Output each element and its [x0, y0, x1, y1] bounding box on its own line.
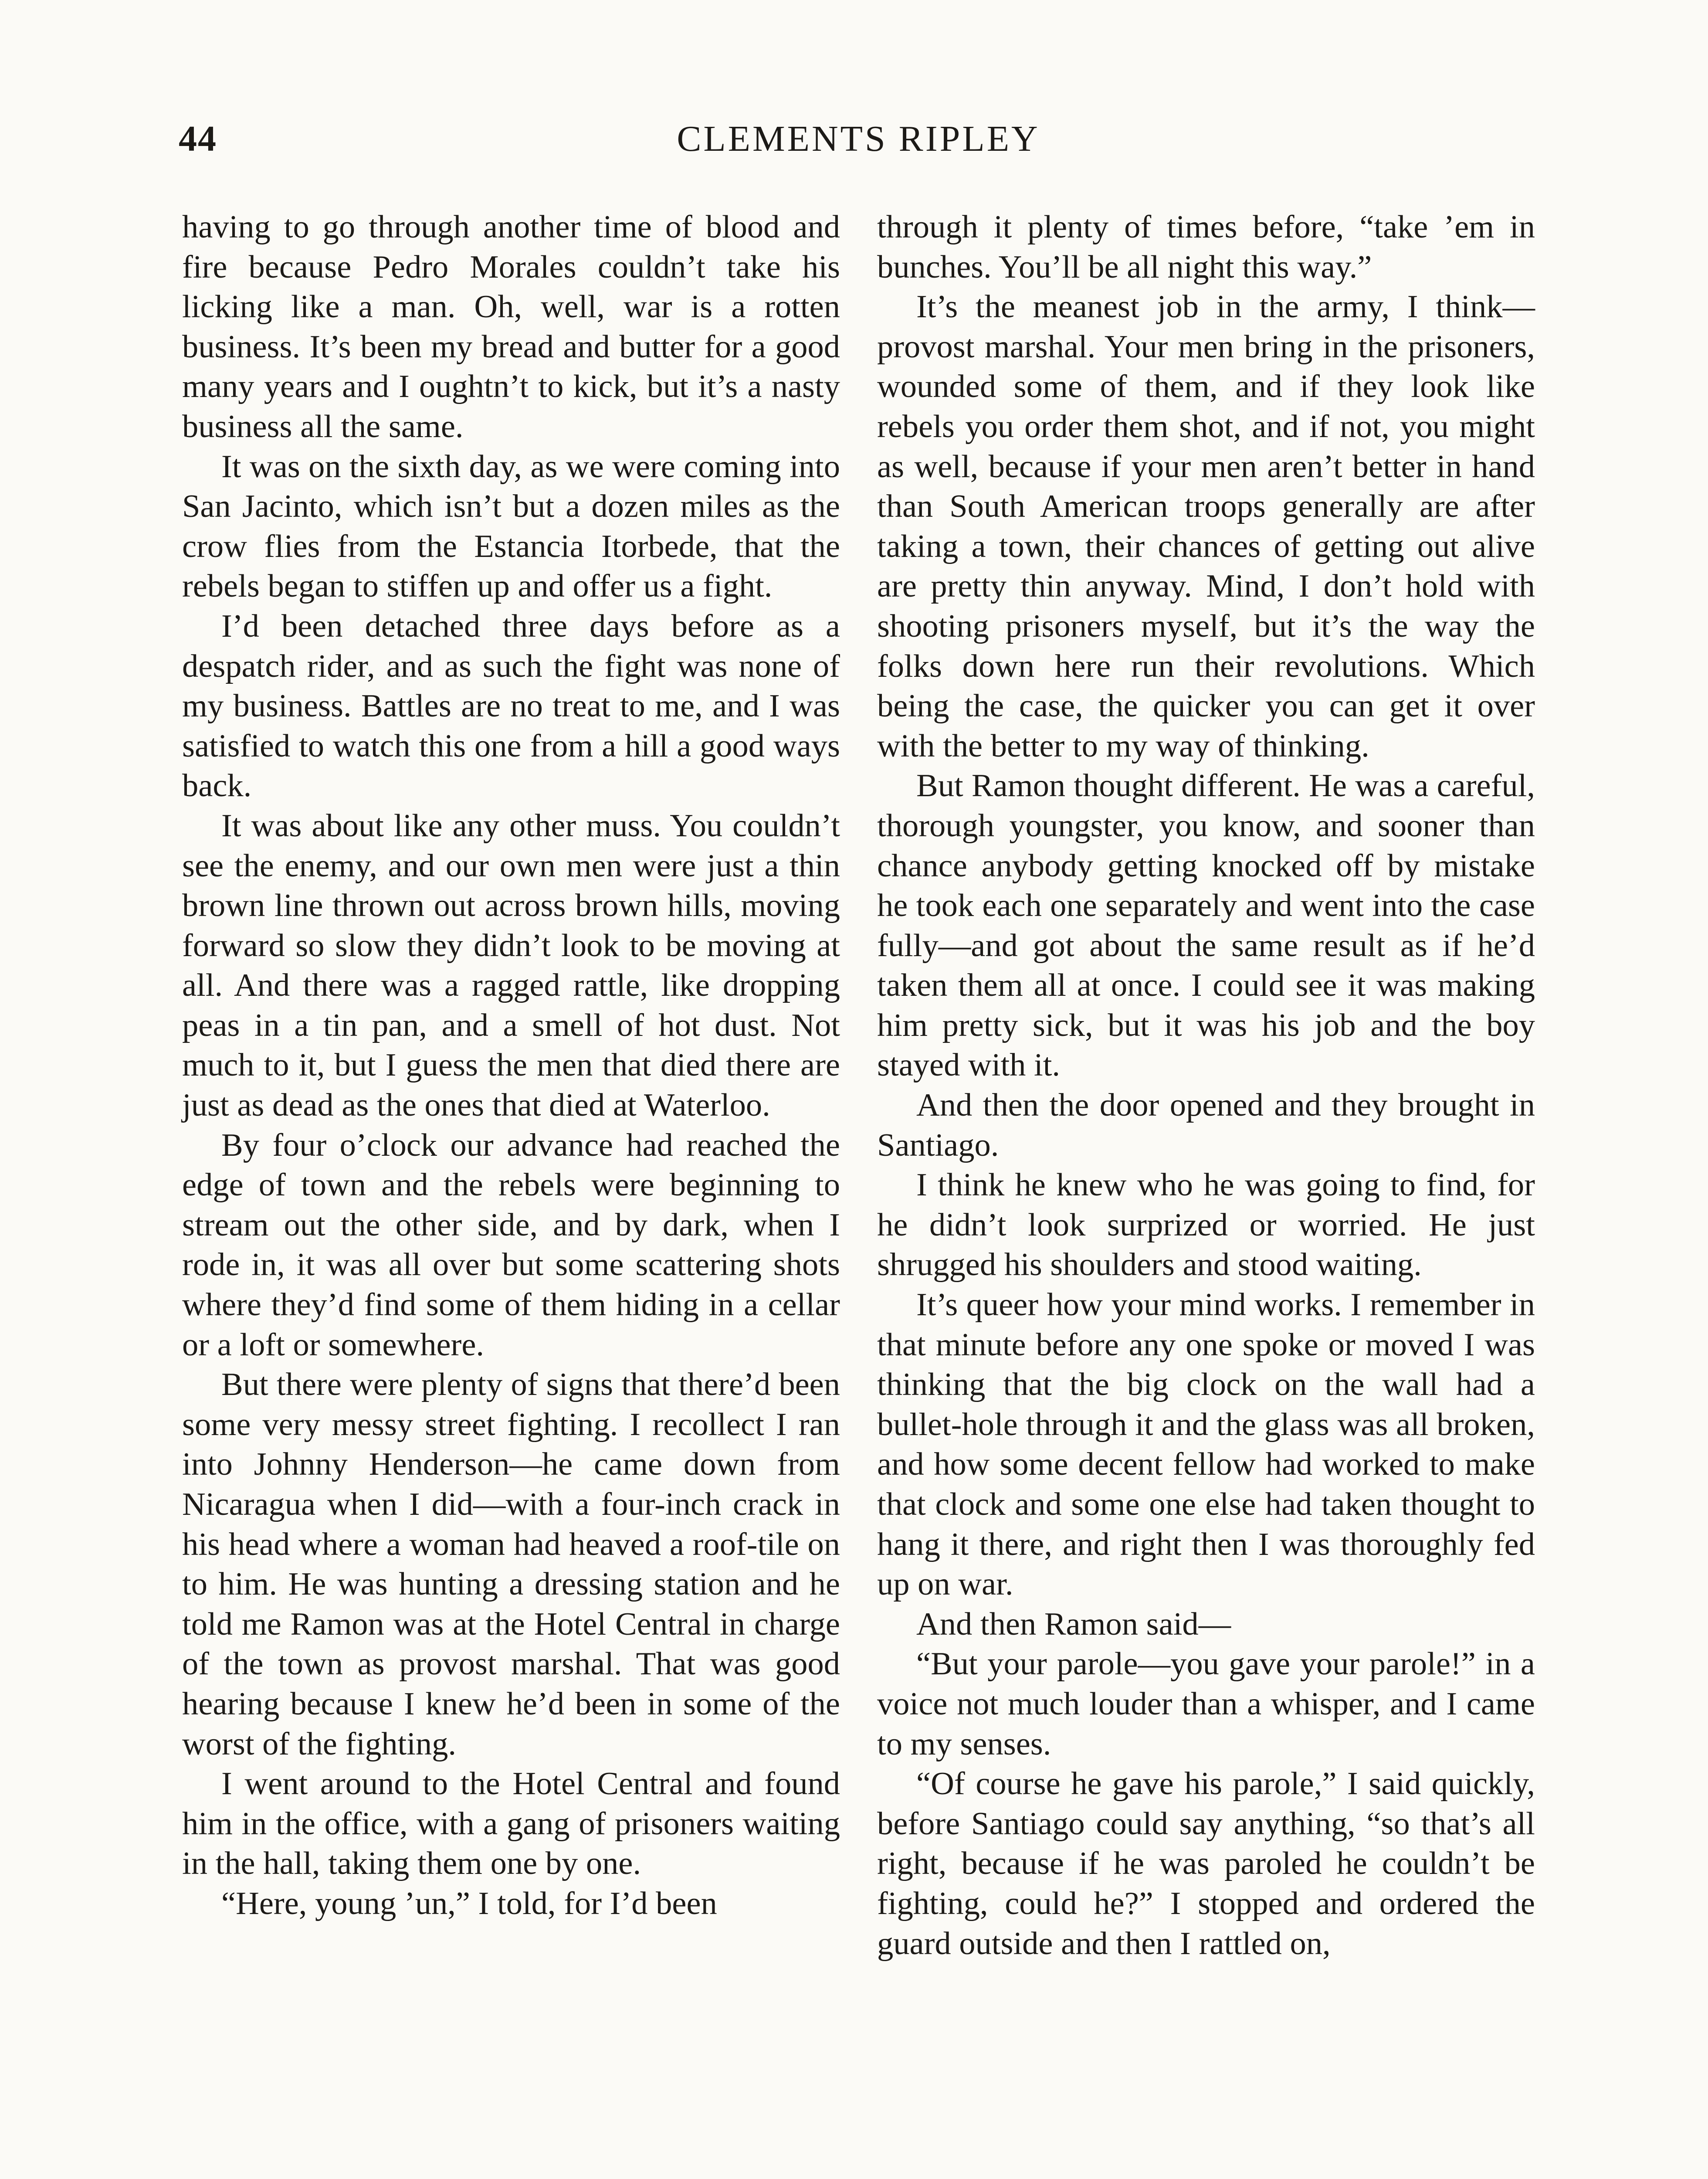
page-number: 44 — [179, 119, 217, 159]
paragraph: And then the door opened and they brought in Santiago. — [877, 1087, 1535, 1163]
paragraph: It was on the sixth day, as we were coming into San Jacinto, which isn’t but a dozen miles as the crow flies from the Estancia Itorbede, that the rebels began to stiffen up and offer us a fight. — [182, 448, 840, 604]
right-column — [877, 207, 1535, 1964]
running-head: CLEMENTS RIPLEY — [677, 119, 1040, 159]
paragraph: “Here, young ’un,” I told, for I’d been — [221, 1885, 717, 1921]
paragraph: I went around to the Hotel Central and found him in the office, with a gang of prisoners waiting in the hall, taking them one by one. — [182, 1766, 840, 1882]
paragraph: But there were plenty of signs that there’d been some very messy street fighting. I recollect I ran into Johnny Henderson—he came down from Nicaragua when I did—with a four-inch crack in his head where a woman had heaved a roof-tile on to him. He was hunting a dressing station and he told me Ramon was at the Hotel Central in charge of the town as provost marshal. That was good hearing because I knew he’d been in some of the worst of the fighting. — [182, 1367, 840, 1762]
paragraph: having to go through another time of blood and fire because Pedro Morales couldn’t take his licking like a man. Oh, well, war is a rotten business. It’s been my bread and butter for a good many years and I oughtn’t to kick, but it’s a nasty business all the same. — [182, 209, 840, 445]
paragraph: And then Ramon said— — [916, 1606, 1231, 1642]
paragraph: But Ramon thought different. He was a careful, thorough youngster, you know, and sooner than chance anybody getting knocked off by mistake he took each one separately and went into the case fully—and got about the same result as if he’d taken them all at once. I could see it was making him pretty sick, but it was his job and the boy stayed with it. — [877, 768, 1535, 1083]
paragraph: “Of course he gave his parole,” I said quickly, before Santiago could say anything, “so that’s all right, because if he was paroled he couldn’t be fighting, could he?” I stopped and ordered the guard outside and then I rattled on, — [877, 1766, 1535, 1962]
paragraph: I’d been detached three days before as a despatch rider, and as such the fight was none of my business. Battles are no treat to me, and I was satisfied to watch this one from a hill a good ways back. — [182, 608, 840, 804]
paragraph: through it plenty of times before, “take ’em in bunches. You’ll be all night this way.” — [877, 209, 1535, 285]
page-header — [179, 118, 1538, 179]
paragraph: It’s queer how your mind works. I remember in that minute before any one spoke or moved I was thinking that the big clock on the wall had a bullet-hole through it and the glass was all broken, and how some decent fellow had worked to make that clock and some one else had taken thought to hang it there, and right then I was thoroughly fed up on war. — [877, 1287, 1535, 1602]
paragraph: It’s the meanest job in the army, I think—provost marshal. Your men bring in the prisoners, wounded some of them, and if they look like rebels you order them shot, and if not, you might as well, because if your men aren’t better in hand than South American troops generally are after taking a town, their chances of getting out alive are pretty thin anyway. Mind, I don’t hold with shooting prisoners myself, but it’s the way the folks down here run their revolutions. Which being the case, the quicker you can get it over with the better to my way of thinking. — [877, 289, 1535, 764]
paragraph: It was about like any other muss. You couldn’t see the enemy, and our own men were just a thin brown line thrown out across brown hills, moving forward so slow they didn’t look to be moving at all. And there was a ragged rattle, like dropping peas in a tin pan, and a smell of hot dust. Not much to it, but I guess the men that died there are just as dead as the ones that died at Waterloo. — [182, 808, 840, 1123]
paragraph: I think he knew who he was going to find, for he didn’t look surprized or worried. He just shrugged his shoulders and stood waiting. — [877, 1167, 1535, 1283]
paragraph: By four o’clock our advance had reached the edge of town and the rebels were beginning to stream out the other side, and by dark, when I rode in, it was all over but some scattering shots where they’d find some of them hiding in a cellar or a loft or somewhere. — [182, 1127, 840, 1363]
paragraph: “But your parole—you gave your parole!” in a voice not much louder than a whisper, and I came to my senses. — [877, 1646, 1535, 1762]
left-column — [182, 207, 840, 1924]
